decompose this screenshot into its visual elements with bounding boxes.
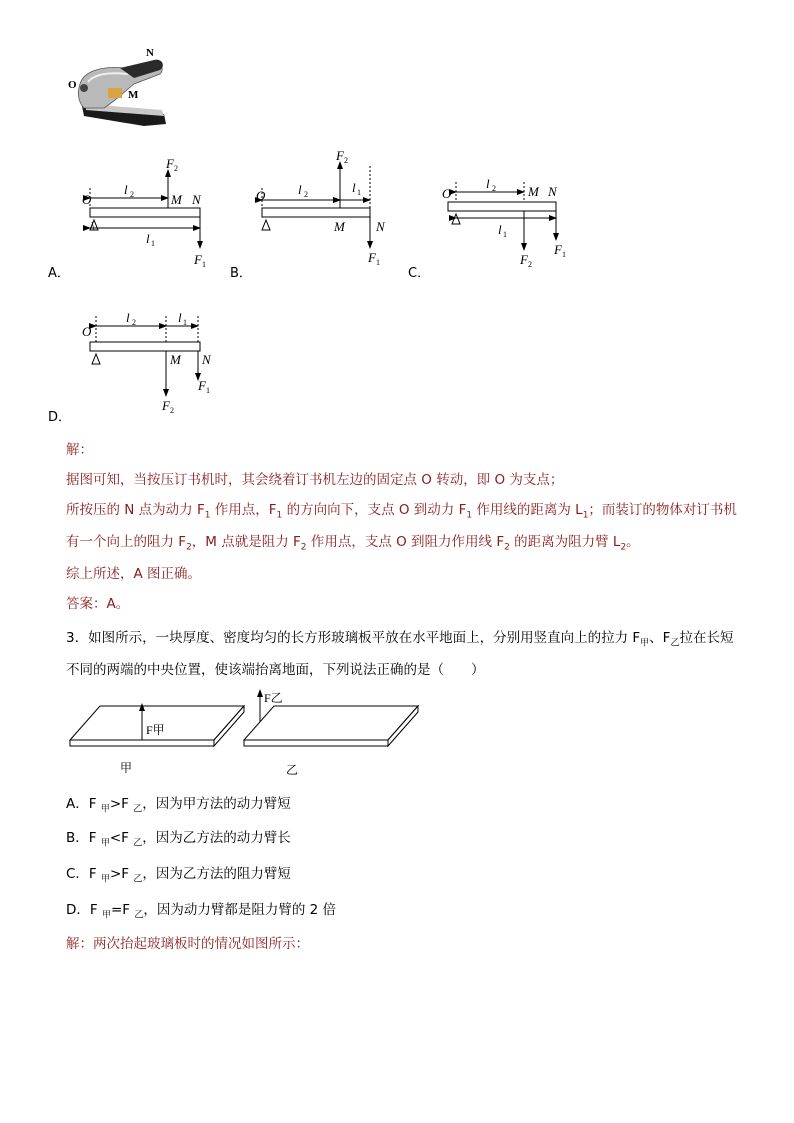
question-3-option: B．F $_甲$<F $_乙$，因为乙方法的动力臂长: [66, 830, 291, 849]
option-b-label: B．: [230, 266, 252, 281]
label-n: N: [548, 184, 557, 199]
label-sub: 2: [304, 190, 308, 199]
solution-line-2: 所按压的 N 点为动力 $F_1$ 作用点，$F_1$ 的方向向下，支点 O 到动力 $F_1$ 作用线的距离为 $L_1$；而装订的物体对订书机: [66, 502, 737, 521]
label-n: N: [192, 192, 201, 207]
label-l: l: [498, 222, 502, 237]
label-l: l: [178, 310, 182, 325]
solution-answer: 答案：A。: [66, 596, 130, 612]
figure-caption-yi: 乙: [286, 763, 299, 777]
question-3-option: C．F $_甲$>F $_乙$，因为乙方法的阻力臂短: [66, 866, 291, 885]
solution-summary: 综上所述，A 图正确。: [66, 566, 202, 582]
label-o: O: [442, 186, 452, 201]
label-f: F: [336, 148, 344, 163]
solution-head: 解：: [66, 442, 93, 458]
label-sub: 2: [170, 406, 174, 415]
label-sub: 2: [130, 190, 134, 199]
stapler-label-n: N: [146, 47, 154, 59]
label-o: O: [82, 192, 92, 207]
label-l: l: [146, 231, 150, 246]
label-f: F: [162, 398, 170, 413]
option-a-label: A．: [48, 266, 70, 281]
lever-diagram-d: [78, 300, 228, 418]
question-3-line-2: 不同的两端的中央位置，使该端抬离地面，下列说法正确的是（ ）: [66, 662, 485, 678]
label-l: l: [126, 310, 130, 325]
label-l: l: [486, 176, 490, 191]
label-f: F: [554, 242, 562, 257]
label-sub: 2: [528, 260, 532, 269]
figure-caption-jia: 甲: [120, 761, 133, 775]
question-3-option: A．F $_甲$>F $_乙$，因为甲方法的动力臂短: [66, 796, 291, 815]
label-sub: 1: [376, 258, 380, 267]
stapler-label-m: M: [128, 89, 139, 101]
label-m: M: [334, 219, 345, 234]
label-f: F: [166, 156, 174, 171]
label-sub: 1: [202, 260, 206, 269]
option-d-label: D．: [48, 410, 72, 425]
label-f: F: [194, 252, 202, 267]
label-f: F: [520, 252, 528, 267]
label-f: F: [368, 250, 376, 265]
solution-line-3: 有一个向上的阻力 $F_2$，M 点就是阻力 $F_2$ 作用点，支点 O 到阻力作用线 $F_2$ 的距离为阻力臂 $L_2$。: [66, 534, 640, 553]
label-sub: 1: [562, 250, 566, 259]
lever-diagram-b: [252, 148, 402, 270]
label-o: O: [82, 324, 92, 339]
lever-diagram-a: [80, 150, 220, 270]
stapler-label-o: O: [68, 79, 77, 91]
force-jia-label: F甲: [146, 723, 165, 737]
label-o: O: [256, 188, 266, 203]
label-sub: 2: [492, 184, 496, 193]
question-3-option: D．F $_甲$=F $_乙$，因为动力臂都是阻力臂的 2 倍: [66, 902, 337, 921]
option-c-label: C．: [408, 266, 431, 281]
label-sub: 2: [174, 164, 178, 173]
label-n: N: [376, 219, 385, 234]
label-f: F: [198, 378, 206, 393]
label-sub: 1: [206, 386, 210, 395]
label-sub: 1: [183, 318, 187, 327]
stapler-image: [64, 44, 174, 134]
force-yi-label: F乙: [264, 691, 283, 705]
label-l: l: [352, 180, 356, 195]
question-3-line-1: 3．如图所示，一块厚度、密度均匀的长方形玻璃板平放在水平地面上，分别用竖直向上的拉力 $F_甲$、$F_乙$拉在长短: [66, 630, 734, 649]
solution-line-1: 据图可知，当按压订书机时，其会绕着订书机左边的固定点 O 转动，即 O 为支点；: [66, 472, 564, 488]
label-m: M: [170, 352, 181, 367]
label-sub: 1: [357, 188, 361, 197]
question-3-solution-head: 解：两次抬起玻璃板时的情况如图所示：: [66, 936, 309, 952]
label-sub: 2: [132, 318, 136, 327]
label-l: l: [124, 182, 128, 197]
label-m: M: [171, 192, 182, 207]
label-sub: 1: [151, 239, 155, 248]
label-n: N: [202, 352, 211, 367]
label-l: l: [298, 182, 302, 197]
glass-plate-figure: [64, 686, 424, 778]
label-m: M: [528, 184, 539, 199]
label-sub: 1: [503, 230, 507, 239]
label-sub: 2: [344, 156, 348, 165]
lever-diagram-c: [438, 168, 578, 272]
